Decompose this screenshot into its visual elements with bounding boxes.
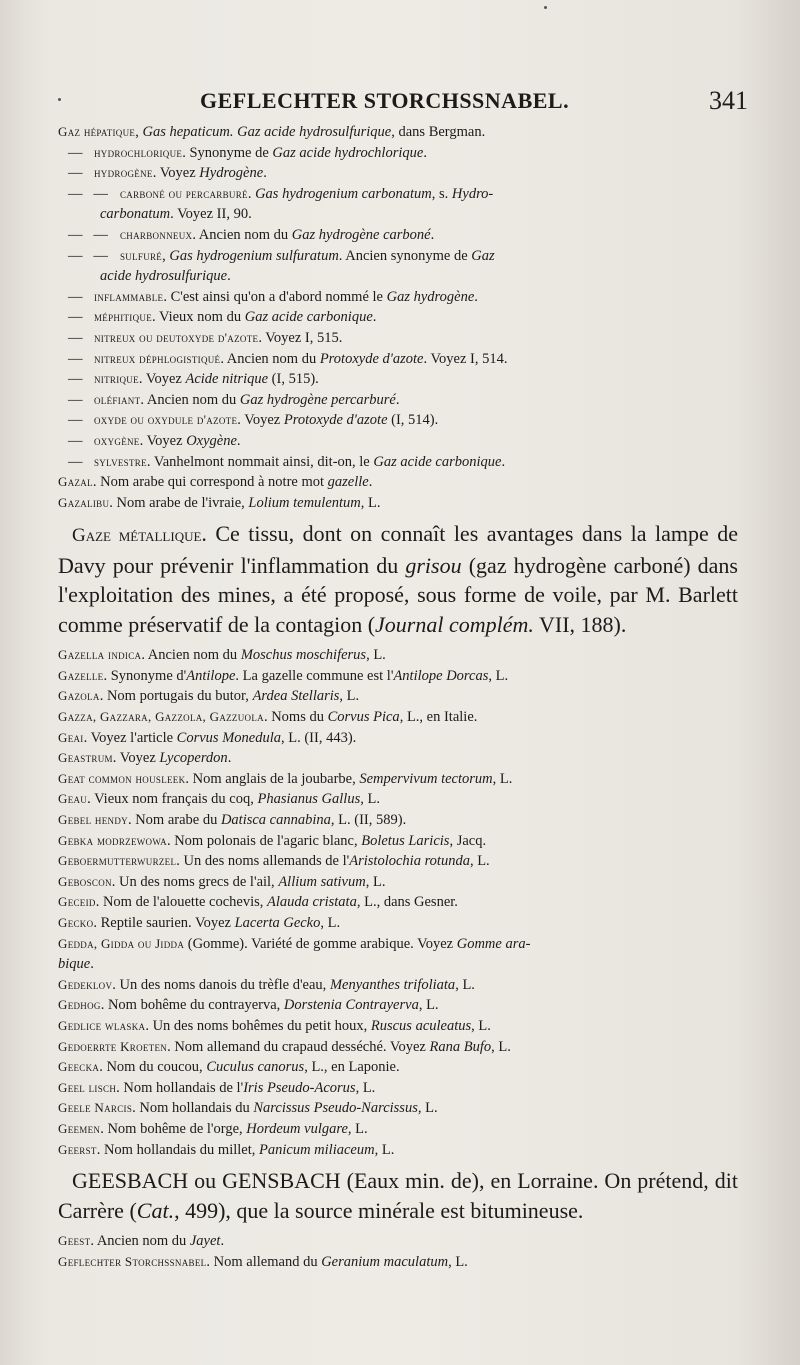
headword: nitreux ou deutoxyde d'azote: [94, 329, 259, 345]
entry-gaz-carbone: [58, 184, 738, 225]
headword: Gazalibu: [58, 494, 110, 510]
em-dash: —: [68, 453, 83, 470]
em-dash: —: [68, 144, 83, 161]
entry-italic: Menyanthes trifoliata: [329, 976, 456, 993]
entry-text: . Voyez: [152, 165, 200, 182]
headword: Gedda, Gidda ou Jidda: [58, 935, 185, 951]
entry-text: .: [220, 1233, 225, 1250]
entry-italic: bique: [58, 956, 91, 973]
em-dash: — —: [68, 247, 108, 264]
headword: Gedoerrte Kroeten: [58, 1038, 168, 1054]
entry-text: . Voyez: [139, 432, 187, 449]
page-number: 341: [709, 86, 748, 115]
em-dash: —: [68, 432, 83, 449]
entry-text: . Nom arabe de l'ivraie,: [109, 494, 249, 511]
dictionary-entry: [58, 789, 738, 810]
entry-text: , L.: [355, 1079, 376, 1096]
headword: inflammable: [94, 288, 164, 304]
entry-italic: Ardea Stellaris: [252, 688, 340, 705]
entry-italic: Gaz hydrogène carboné: [291, 226, 431, 243]
entry-text: . Nom arabe du: [127, 812, 221, 829]
dictionary-entry: [58, 1252, 738, 1273]
entry-text: . Ancien nom du: [220, 350, 320, 367]
entry-italic: Ruscus aculeatus: [370, 1017, 472, 1034]
entry-text: . Voyez l'article: [83, 729, 177, 746]
headword: Gedlice wlaska: [58, 1017, 146, 1033]
entry-text: , dans Bergman.: [391, 124, 486, 140]
dictionary-entry: [58, 728, 738, 749]
entry-italic: Protoxyde d'azote: [319, 350, 424, 367]
entry-gaz-oxygene: [58, 431, 738, 452]
entry-gaz-oxyde: [58, 410, 738, 431]
dictionary-entry: [58, 1098, 738, 1119]
em-dash: —: [68, 350, 83, 367]
headword: hydrochlorique: [94, 144, 183, 160]
headword: oxygène: [94, 432, 140, 448]
entry-gaz-olefiant: [58, 390, 738, 411]
entry-text: . Synonyme de: [182, 144, 273, 161]
entry-text: , L.: [360, 791, 380, 808]
entry-text: ,: [135, 124, 143, 140]
headword: Geau: [58, 791, 88, 807]
headword: Gazola: [58, 688, 100, 704]
entry-gaz-sulfure: [58, 246, 738, 287]
dictionary-entry: [58, 1231, 738, 1252]
entry-italic: Boletus Laricis: [361, 832, 450, 849]
entry-text: . Ancien nom du: [90, 1233, 190, 1250]
entry-text: . Voyez I, 514.: [423, 350, 508, 367]
entry-text: , L.: [448, 1253, 468, 1270]
headword: Geboermutterwurzel: [58, 853, 177, 869]
headword: Geemen: [58, 1120, 101, 1136]
entry-text: .: [236, 432, 241, 449]
entry-italic: Moschus moschiferus: [240, 647, 367, 664]
entry-continuation: [68, 204, 738, 225]
entry-italic: Datisca cannabina: [220, 812, 331, 829]
dictionary-entry: [58, 831, 738, 852]
headword: Geecka: [58, 1059, 100, 1075]
dictionary-entry: [58, 975, 738, 996]
entry-italic: Phasianus Gallus: [257, 791, 361, 808]
entry-text: , L.: [366, 647, 386, 664]
entry-text: . Nom polonais de l'agaric blanc,: [166, 832, 362, 849]
entry-text: . Ce tissu, dont on connaît les avantages dans la lampe de Davy pour prévenir l'inflammation du: [58, 521, 738, 578]
entry-text: .: [474, 288, 478, 305]
entry-italic: Iris Pseudo-Acorus: [243, 1079, 356, 1096]
headword: Geboscon: [58, 873, 112, 889]
dictionary-entry: [58, 892, 738, 913]
entry-text: . Nom bohême de l'orge,: [100, 1120, 247, 1137]
dictionary-entry: [58, 1057, 738, 1078]
entry-continuation: [68, 266, 738, 287]
running-title: GEFLECHTER STORCHSSNABEL.: [200, 88, 570, 113]
entry-text: . Nom bohême du contrayerva,: [100, 997, 284, 1014]
entry-italic: Allium sativum: [278, 873, 366, 890]
headword: Gedhog: [58, 997, 101, 1013]
headword: charbonneux: [120, 226, 193, 242]
headword: Geest: [58, 1233, 91, 1249]
entry-text: (I, 515).: [268, 371, 319, 388]
em-dash: — —: [68, 226, 108, 243]
entry-italic: Hydrogène: [199, 165, 264, 182]
entry-italic: Aristolochia rotunda: [349, 853, 470, 870]
entry-gaz-inflammable: [58, 287, 738, 308]
entry-italic: Panicum miliaceum: [259, 1141, 375, 1158]
entry-text: . Noms du: [263, 709, 328, 726]
entry-text: .: [395, 391, 400, 408]
entry-text: , L.: [365, 873, 386, 890]
headword: Gazal: [58, 474, 93, 490]
headword: Gedeklov: [58, 976, 113, 992]
entry-italic: Lycoperdon: [159, 750, 228, 767]
entry-text: , 499), que la source minérale est bitumineuse.: [174, 1197, 584, 1223]
entry-text: .: [501, 453, 506, 470]
dictionary-entry: [58, 851, 738, 872]
headword: méphitique: [94, 309, 152, 325]
entry-italic: Hydro-: [451, 185, 494, 202]
entry-text: , L.: [488, 667, 509, 684]
entry-text: . Voyez: [112, 750, 160, 767]
headword: sylvestre: [94, 453, 147, 469]
entry-italic: grisou: [405, 552, 462, 578]
entry-text: . Voyez II, 90.: [170, 206, 252, 223]
entry-italic: Jayet: [189, 1233, 221, 1250]
entry-text: , L.: [492, 770, 513, 787]
entry-italic: Acide nitrique: [185, 371, 269, 388]
headword: Geflechter Storchssnabel: [58, 1253, 207, 1269]
entry-italic: Gaz acide hydrochlorique: [272, 144, 424, 161]
entry-text: . Nom arabe qui correspond à notre mot: [92, 474, 328, 491]
headword: Gazelle: [58, 667, 104, 683]
dictionary-entry: [58, 1078, 738, 1099]
entry-text: .: [227, 750, 232, 767]
entry-text: , L.: [491, 1038, 511, 1055]
entry-italic: acide hydrosulfurique: [100, 268, 228, 285]
entry-gaz-hydrochlorique: [58, 143, 738, 164]
entry-gaz-hepatique: [58, 122, 738, 143]
entry-text: ,: [162, 247, 170, 264]
entry-text: . La gazelle commune est l': [235, 667, 394, 684]
entry-italic: Corvus Pica: [327, 709, 400, 726]
entry-text: VII, 188).: [533, 611, 627, 637]
entry-italic: Alauda cristata: [267, 894, 357, 911]
entry-text: GEESBACH ou GENSBACH (Eaux min. de), en Lorraine. On prétend, dit Carrère (: [58, 1168, 738, 1223]
headword: Gazza, Gazzara, Gazzola, Gazzuola: [58, 709, 264, 725]
headword: Geceid: [58, 894, 96, 910]
entry-text: . Un des noms allemands de l': [176, 853, 350, 870]
entry-text: .: [423, 144, 427, 161]
entry-text: . Nom allemand du crapaud desséché. Voyez: [167, 1038, 430, 1055]
em-dash: —: [68, 288, 83, 305]
dictionary-entry: [58, 748, 738, 769]
entry-gaz-nitreux-dephlogistique: [58, 349, 738, 370]
entry-text: , L.: [360, 494, 381, 511]
entry-text: . Reptile saurien. Voyez: [93, 915, 235, 931]
entry-text: , L., dans Gesner.: [356, 894, 458, 911]
entry-italic: Lolium temulentum: [248, 494, 361, 511]
headword: Gecko: [58, 915, 94, 930]
entry-text: . Un des noms danois du trèfle d'eau,: [112, 976, 330, 993]
entry-text: , L., en Italie.: [399, 709, 478, 726]
entry-text: . Vanhelmont nommait ainsi, dit-on, le: [146, 453, 374, 470]
entry-gaz-hydrogene: [58, 163, 738, 184]
em-dash: —: [68, 329, 83, 346]
entry-text: . Ancien nom du: [192, 226, 292, 243]
entry-text: .: [227, 268, 231, 285]
entry-gazalibu: [58, 493, 738, 514]
entry-text: .: [372, 309, 377, 326]
entry-italic: Gas hydrogenium sulfuratum: [169, 247, 339, 264]
headword: Geai: [58, 729, 84, 745]
entry-italic: Gaz: [471, 247, 495, 264]
entry-text: .: [247, 185, 256, 202]
entry-italic: Dorstenia Contrayerva: [283, 997, 419, 1014]
entry-continuation: [58, 954, 738, 975]
entry-text: . Un des noms bohêmes du petit houx,: [145, 1017, 371, 1034]
dictionary-entry: [58, 645, 738, 666]
dictionary-entry: [58, 995, 738, 1016]
headword: Geel lisch: [58, 1079, 117, 1095]
entry-text: , L.: [471, 1017, 491, 1034]
page-header: [60, 88, 760, 120]
entry-text: . Vieux nom du: [152, 309, 245, 326]
ink-speck: [544, 6, 547, 9]
entry-italic: Gaz acide carbonique: [244, 309, 373, 326]
headword: Geat common housleek: [58, 770, 186, 786]
entry-text: , L.: [347, 1120, 368, 1137]
headword: hydrogène: [94, 165, 153, 181]
entry-text: , s.: [431, 185, 452, 202]
dictionary-entry: [58, 934, 738, 975]
entry-list: [58, 645, 738, 1160]
entry-text: , Jacq.: [449, 832, 487, 849]
entry-italic: Lacerta Gecko: [234, 915, 321, 931]
entry-text: . Nom allemand du: [206, 1253, 322, 1270]
dictionary-entry: [58, 810, 738, 831]
em-dash: —: [68, 412, 83, 429]
entry-text: .: [430, 226, 435, 243]
entry-italic: Antilope: [186, 667, 236, 684]
entry-italic: Gaz hydrogène percarburé: [239, 391, 396, 408]
entry-text: , L., en Laponie.: [304, 1059, 400, 1076]
entry-italic: Narcissus Pseudo-Narcissus: [253, 1100, 418, 1117]
headword: Gaze métallique: [72, 525, 202, 547]
entry-text: .: [263, 165, 267, 182]
dictionary-entry: [58, 1037, 738, 1058]
entry-text: , L.: [455, 976, 475, 993]
entry-text: . Ancien nom du: [141, 647, 241, 664]
dictionary-entry: [58, 1140, 738, 1161]
entry-text: , L.: [417, 1100, 438, 1117]
entry-text: (Gomme). Variété de gomme arabique. Voyez: [184, 935, 457, 952]
headword: sulfuré: [120, 247, 163, 263]
entry-italic: Cuculus canorus: [206, 1059, 305, 1076]
entry-italic: carbonatum: [100, 206, 171, 223]
entry-text: . Voyez: [237, 412, 284, 429]
entry-text: . Nom hollandais du: [132, 1100, 254, 1117]
entry-italic: Gomme ara-: [456, 935, 531, 952]
entry-text: . Nom de l'alouette cochevis,: [95, 894, 268, 911]
entry-text: , L. (II, 589).: [330, 812, 407, 829]
entry-text: . Voyez I, 515.: [258, 329, 343, 346]
entry-italic: Geranium maculatum: [321, 1253, 449, 1270]
entry-text: . Nom anglais de la joubarbe,: [185, 770, 360, 787]
entry-text: , L.: [469, 853, 490, 870]
entry-list: [58, 1231, 738, 1272]
entry-text: (I, 514).: [387, 412, 439, 429]
headword: Geastrum: [58, 750, 113, 766]
entry-gaz-nitreux: [58, 328, 738, 349]
entry-italic: Rana Bufo: [429, 1038, 492, 1055]
dictionary-entry: [58, 707, 738, 728]
headword: Geerst: [58, 1141, 97, 1157]
entry-text: . Nom hollandais de l': [116, 1079, 244, 1096]
entry-text: . Un des noms grecs de l'ail,: [111, 873, 279, 890]
em-dash: —: [68, 371, 83, 388]
entry-italic: Protoxyde d'azote: [283, 412, 388, 429]
entry-italic: gazelle: [327, 474, 369, 491]
entry-text: , L.: [374, 1141, 395, 1158]
entry-italic: Gas hepaticum. Gaz acide hydrosulfurique: [142, 124, 392, 140]
headword: Gebka modrzewowa: [58, 832, 167, 848]
entry-text: , L.: [339, 688, 360, 705]
entry-italic: Cat.: [136, 1197, 175, 1223]
dictionary-entry: [58, 686, 738, 707]
entry-text: . Ancien synonyme de: [338, 247, 472, 264]
entry-geesbach: [58, 1166, 738, 1225]
text-column: [58, 122, 738, 1272]
dictionary-entry: [58, 666, 738, 687]
entry-gaz-sylvestre: [58, 452, 738, 473]
headword: carboné ou percarburé: [120, 185, 248, 201]
dictionary-entry: [58, 1016, 738, 1037]
entry-text: . Nom portugais du butor,: [99, 688, 253, 705]
entry-italic: Journal complém.: [375, 611, 534, 637]
entry-italic: Sempervivum tectorum: [359, 770, 493, 787]
headword: oléfiant: [94, 391, 141, 407]
dictionary-entry: [58, 872, 738, 893]
entry-gaz-mephitique: [58, 307, 738, 328]
entry-gazal: [58, 472, 738, 493]
entry-text: , L.: [320, 915, 341, 931]
headword: Geele Narcis: [58, 1100, 133, 1116]
entry-text: .: [90, 956, 94, 973]
entry-italic: Hordeum vulgare: [246, 1120, 348, 1137]
entry-text: . Nom hollandais du millet,: [96, 1141, 260, 1158]
entry-gaz-charbonneux: [58, 225, 738, 246]
entry-italic: Gaz acide carbonique: [373, 453, 502, 470]
entry-italic: Oxygène: [186, 432, 237, 449]
entry-italic: Gaz hydrogène: [386, 288, 475, 305]
entry-text: . Nom du coucou,: [99, 1059, 207, 1076]
entry-text: . Vieux nom français du coq,: [87, 791, 258, 808]
headword: nitreux déphlogistiqué: [94, 350, 221, 366]
entry-italic: Gas hydrogenium carbonatum: [255, 185, 432, 202]
headword: Gazella indica: [58, 647, 142, 663]
em-dash: —: [68, 165, 83, 182]
entry-gaz-nitrique: [58, 369, 738, 390]
headword: oxyde ou oxydule d'azote: [94, 412, 238, 428]
em-dash: — —: [68, 185, 108, 202]
entry-text: . Ancien nom du: [140, 391, 240, 408]
dictionary-entry: [58, 913, 738, 934]
entry-gaze-metallique: [58, 519, 738, 639]
entry-italic: Antilope Dorcas: [393, 667, 489, 684]
entry-italic: Corvus Monedula: [176, 729, 281, 746]
entry-text: (gaz hydrogène carboné) dans l'exploitation des mines, a été proposé, sous forme de voile, par M. Barlett comme préservatif de la contagion (: [58, 552, 738, 637]
entry-text: . Voyez: [138, 371, 186, 388]
em-dash: —: [68, 391, 83, 408]
entry-text: , L. (II, 443).: [280, 729, 357, 746]
headword: Gebel hendy: [58, 812, 128, 828]
em-dash: —: [68, 309, 83, 326]
dictionary-entry: [58, 1119, 738, 1140]
headword: Gaz hépatique: [58, 124, 136, 139]
dictionary-entry: [58, 769, 738, 790]
entry-text: . Synonyme d': [103, 667, 187, 684]
entry-text: .: [368, 474, 373, 491]
headword: nitrique: [94, 371, 139, 387]
entry-text: , L.: [418, 997, 439, 1014]
entry-text: . C'est ainsi qu'on a d'abord nommé le: [163, 288, 387, 305]
